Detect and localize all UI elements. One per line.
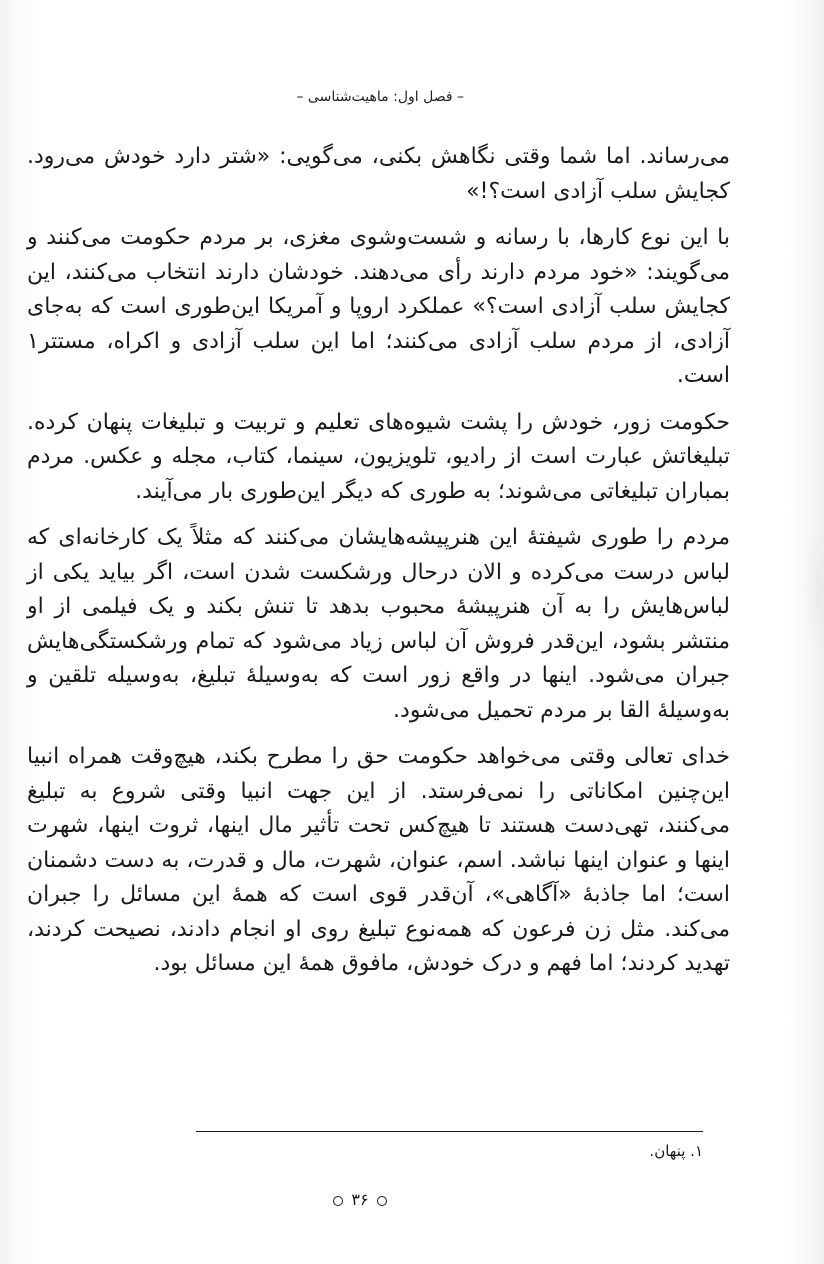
paragraph-5: خدای تعالی وقتی می‌خواهد حکومت حق را مطرح بکند، هیچ‌وقت همراه انبیا این‌چنین امکاناتی را نمی‌فرستد. از این جهت انبیا وقتی شروع به تبلیغ می‌کنند، تهی‌دست هستند تا هیچ‌کس تحت تأثیر مال اینها، ثروت اینها، شهرت اینها و عنوان اینها نباشد. اسم، عنوان، شهرت، مال و قدرت، به دست دشمنان است؛ اما جاذبهٔ «آگاهی»، آن‌قدر قوی است که همهٔ این مسائل را جبران می‌کند. مثل زن فرعون که همه‌نوع تبلیغ روی او انجام دادند، نصیحت کردند، تهدید کردند؛ اما فهم و درک خودش، مافوق همهٔ این مسائل بود. (27, 744, 730, 976)
paragraph-2: با این نوع کارها، با رسانه و شست‌وشوی مغزی، بر مردم حکومت می‌کنند و می‌گویند: «خود مردم دارند رأی می‌دهند. خودشان دارند انتخاب می‌کنند، این کجایش سلب آزادی است؟» عملکرد اروپا و آمریکا این‌طوری است که به‌جای آزادی، از مردم سلب آزادی می‌کنند؛ اما این سلب آزادی و اکراه، مستتر۱ است. (27, 225, 730, 388)
footnote: ۱. پنهان. (649, 1142, 703, 1160)
page-number: ۳۶ (351, 1190, 369, 1209)
paragraph-4: مردم را طوری شیفتهٔ این هنرپیشه‌هایشان می‌کنند که مثلاً یک کارخانه‌ای که لباس درست می‌کرده و الان درحال ورشکست شدن است، اگر بیاید یکی از لباس‌هایش را به آن هنرپیشهٔ محبوب بدهد تا تنش بکند و یک فیلمی از او منتشر بشود، این‌قدر فروش آن لباس زیاد می‌شود که تمام ورشکستگی‌هایش جبران می‌شود. اینها در واقع زور است که به‌وسیلهٔ تبلیغ، به‌وسیله تلقین و به‌وسیلهٔ القا بر مردم تحمیل می‌شود. (27, 525, 730, 723)
ornament-circle-icon (333, 1196, 343, 1206)
running-head: – فصل اول: ماهیت‌شناسی – (296, 89, 464, 105)
paragraph-3: حکومت زور، خودش را پشت شیوه‌های تعلیم و تربیت و تبلیغات پنهان کرده. تبلیغاتش عبارت است از رادیو، تلویزیون، سینما، کتاب، مجله و عکس. مردم بمباران تبلیغاتی می‌شوند؛ به طوری که دیگر این‌طوری بار می‌آیند. (27, 409, 730, 504)
page-number-block (310, 1188, 410, 1212)
footnote-divider (196, 1131, 703, 1132)
page-curve-shadow (802, 520, 824, 660)
body-text (27, 140, 730, 994)
ornament-circle-icon (377, 1196, 387, 1206)
paragraph-1: می‌رساند. اما شما وقتی نگاهش بکنی، می‌گویی: «شتر دارد خودش می‌رود. کجایش سلب آزادی است؟!» (27, 144, 730, 204)
